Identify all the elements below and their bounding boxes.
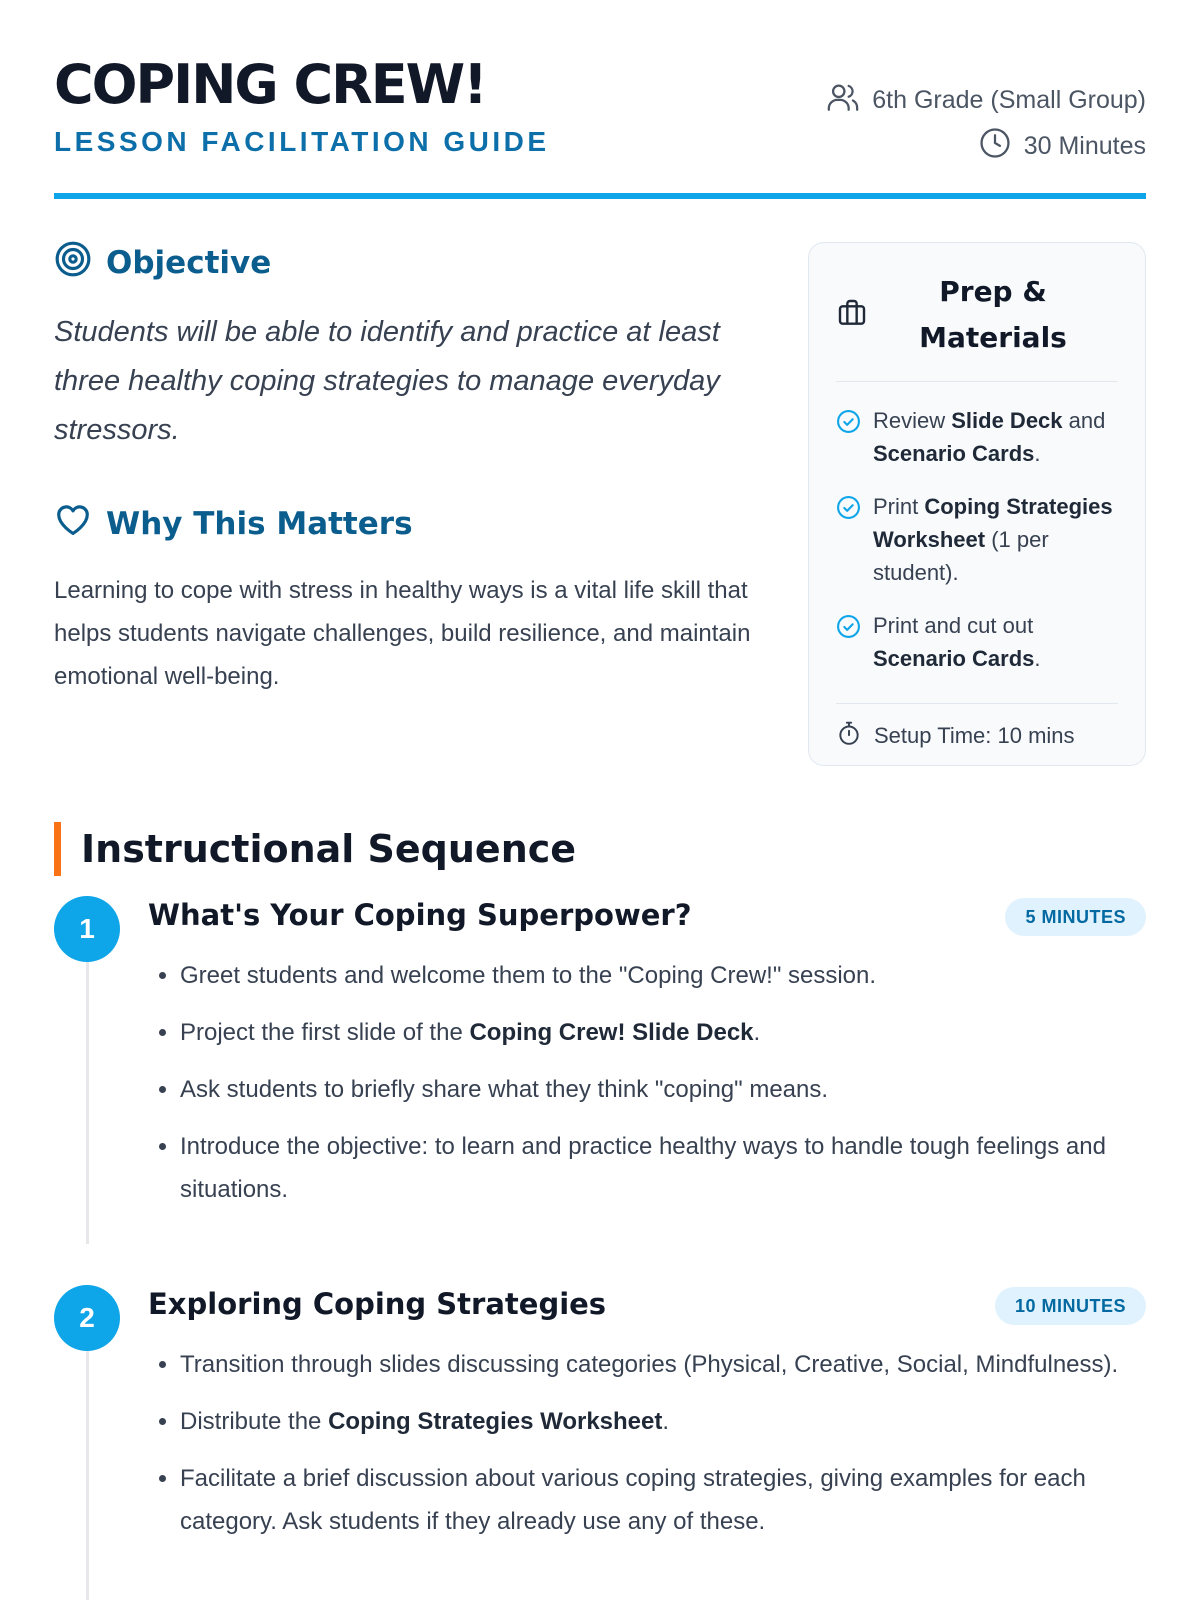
duration-label: 30 Minutes [1023,131,1146,160]
check-circle-icon [836,609,861,675]
prep-item [836,609,1118,675]
check-circle-icon [836,490,861,589]
bold-text: Coping Strategies Worksheet [873,494,1113,552]
prep-materials-card [808,242,1146,766]
prep-header [836,269,1118,382]
prep-item [836,404,1118,470]
text-run: . [1034,441,1041,466]
setup-time-label: Setup Time: 10 mins [874,723,1075,748]
text-run: Print and cut out [873,613,1034,638]
prep-item-text [873,404,1118,470]
text-run: Introduce the objective: to learn and practice healthy ways to handle tough feelings and situations. [180,1133,1106,1203]
step-bullet [180,1068,1136,1111]
text-run: . [662,1408,670,1435]
text-run: Project the first slide of the [180,1019,470,1046]
prep-item-text [873,490,1118,589]
step-bullet [180,1400,1136,1443]
sequence-heading: Instructional Sequence [54,822,576,876]
stopwatch-icon [836,720,862,752]
why-heading-label: Why This Matters [106,506,413,542]
text-run: Review [873,408,952,433]
text-run: Transition through slides discussing categories (Physical, Creative, Social, Mindfulness). [180,1351,1119,1378]
text-run: Ask students to briefly share what they think "coping" means. [180,1076,829,1103]
objective-text: Students will be able to identify and practice at least three healthy coping strategies to manage everyday stressors. [54,316,720,446]
text-run: Greet students and welcome them to the "Coping Crew!" session. [180,962,877,989]
text-run: Facilitate a brief discussion about various coping strategies, giving examples for each category. Ask students if they already use any of these. [180,1465,1086,1535]
lesson-meta [826,82,1146,174]
clock-icon [978,126,1024,167]
bold-text: Scenario Cards [873,441,1035,466]
text-run: and [1062,408,1106,433]
prep-list [836,382,1118,704]
why-heading [54,501,774,547]
prep-item-text [873,609,1118,675]
text-run: Distribute the [180,1408,329,1435]
target-icon [54,240,92,286]
page-title: COPING CREW! [54,53,486,116]
text-run: . [1034,646,1041,671]
step-bullet [180,1011,1136,1054]
duration-meta [826,128,1146,164]
text-run: Print [873,494,925,519]
step-title: What's Your Coping Superpower? [148,898,692,932]
setup-time [836,704,1118,752]
grade-meta [826,82,1146,118]
why-text: Learning to cope with stress in healthy ways is a vital life skill that helps students navigate challenges, build resilience, and maintain emotional well-being. [54,577,751,690]
bold-text: Slide Deck [951,408,1063,433]
prep-title: Prep & Materials [919,275,1067,354]
duration-badge: 10 MINUTES [995,1287,1146,1325]
step-number: 2 [54,1285,120,1351]
step-bullet [180,1343,1136,1386]
briefcase-icon [836,297,868,334]
header [54,0,1146,200]
objective-heading-label: Objective [106,245,272,281]
header-divider [54,193,1146,199]
text-run: (1 per student). [873,527,1049,585]
step-bullets [180,954,1136,1225]
objective-column [54,240,774,698]
duration-badge: 5 MINUTES [1005,898,1146,936]
prep-item [836,490,1118,589]
objective-heading [54,240,774,286]
step-bullet [180,954,1136,997]
step-bullets [180,1343,1136,1557]
bold-text: Coping Strategies Worksheet [328,1408,663,1435]
bold-text: Scenario Cards [873,646,1035,671]
step-connector-line [86,962,89,1244]
step-bullet [180,1125,1136,1211]
step-connector-line [86,1351,89,1600]
bold-text: Coping Crew! Slide Deck [469,1019,754,1046]
step-number: 1 [54,896,120,962]
step-bullet [180,1457,1136,1543]
check-circle-icon [836,404,861,470]
text-run: . [753,1019,761,1046]
page-subtitle: LESSON FACILITATION GUIDE [54,126,550,157]
heart-icon [54,501,92,547]
step-title: Exploring Coping Strategies [148,1287,607,1321]
grade-label: 6th Grade (Small Group) [872,85,1146,114]
users-icon [826,80,872,121]
